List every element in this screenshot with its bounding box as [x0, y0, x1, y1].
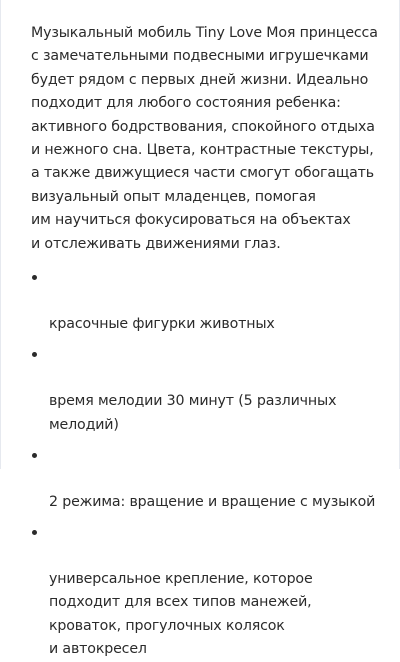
- feature-item: [31, 444, 383, 514]
- feature-text: универсальное крепление, которое подходит для всех типов манежей, кроваток, прогулочных колясок и автокресел: [49, 570, 313, 658]
- feature-list: [31, 266, 383, 662]
- bullet-icon: [32, 352, 37, 357]
- feature-item: [31, 343, 383, 437]
- feature-text: красочные фигурки животных: [49, 315, 275, 332]
- feature-text: 2 режима: вращение и вращение с музыкой: [49, 493, 376, 510]
- feature-item: [31, 521, 383, 661]
- bullet-icon: [32, 530, 37, 535]
- product-description-text: Музыкальный мобиль Tiny Love Моя принцесса с замечательными подвесными игрушечками будет рядом с первых дней жизни. Идеально подходит для любого состояния ребенка: активного бодрствования, спокойного отдыха и нежного сна. Цвета, контрастные текстуры, а также движущиеся части смогут обогащать визуальный опыт младенцев, помогая им научиться фокусироваться на объектах и отслеживать движениями глаз.: [31, 25, 378, 252]
- bullet-icon: [32, 275, 37, 280]
- feature-text: время мелодии 30 минут (5 различных мелодий): [49, 393, 337, 433]
- bullet-icon: [32, 453, 37, 458]
- feature-item: [31, 266, 383, 336]
